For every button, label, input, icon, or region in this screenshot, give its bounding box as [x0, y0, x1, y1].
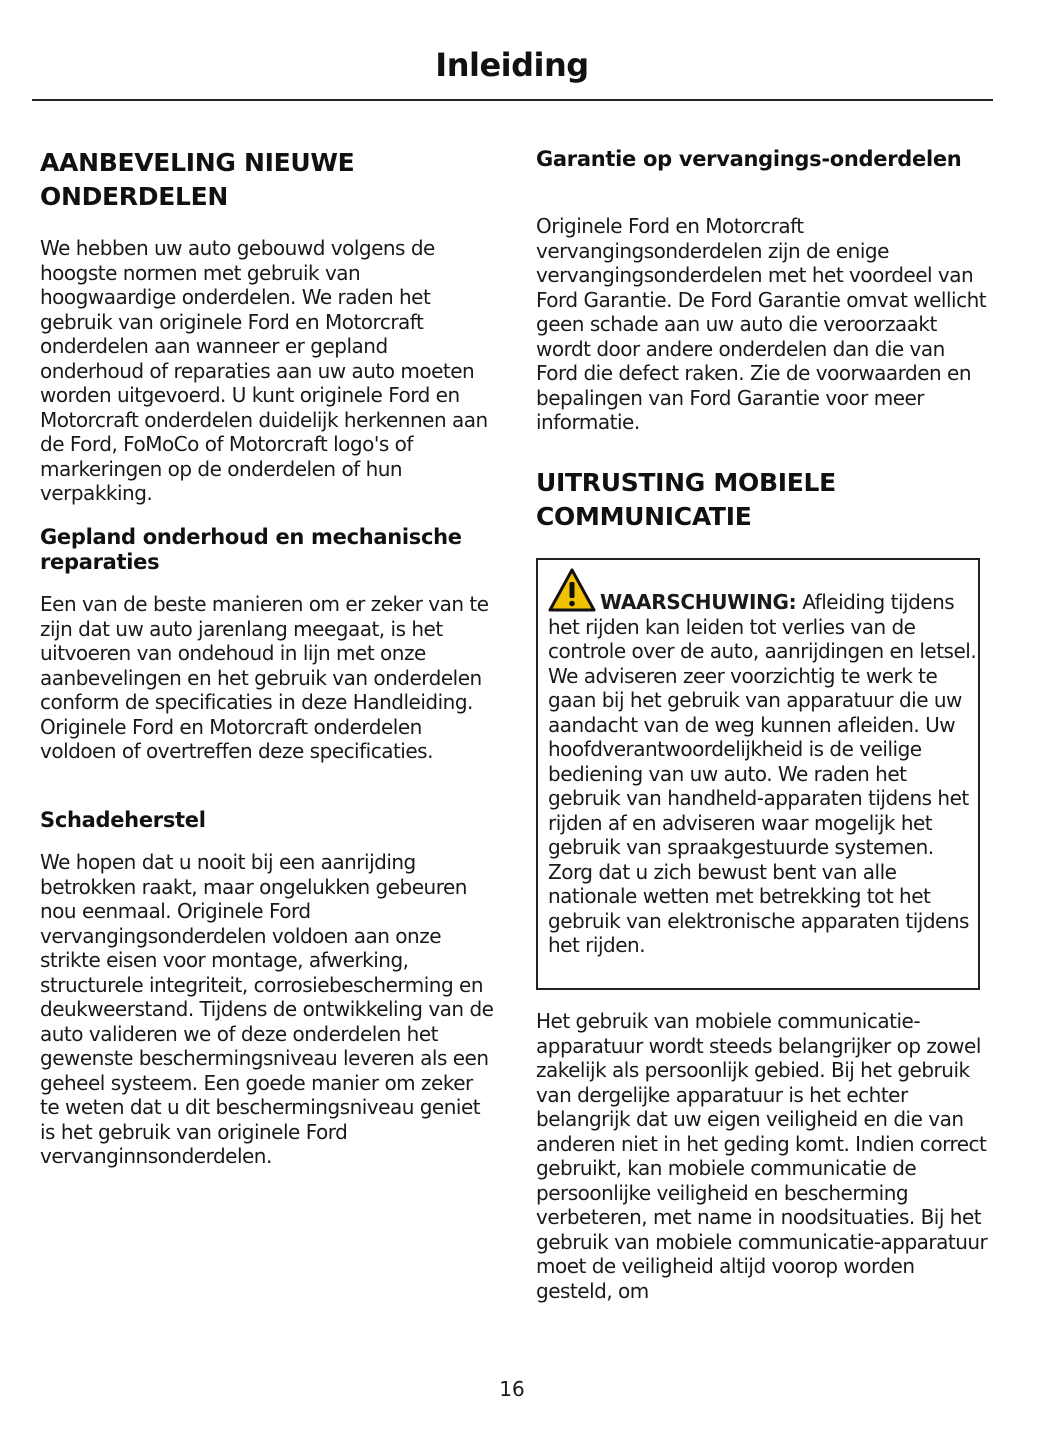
- warning-text: [548, 590, 978, 958]
- heading-aanbeveling-nieuwe-onderdelen: AANBEVELING NIEUWE ONDERDELEN: [40, 148, 355, 211]
- warning-label: WAARSCHUWING:: [600, 590, 797, 614]
- page-title: Inleiding: [435, 46, 589, 84]
- paragraph-schadeherstel: We hopen dat u nooit bij een aanrijding betrokken raakt, maar ongelukken gebeuren nou eenmaal. Originele Ford vervangingsonderdelen voldoen aan onze strikte eisen voor montage, afwerking, structurele integriteit, corrosiebescherming en deukweerstand. Tijdens de ontwikkeling van de auto valideren we of deze onderdelen het gewenste beschermingsniveau leveren als een geheel systeem. Een goede manier om zeker te weten dat u dit beschermingsniveau geniet is het gebruik van originele Ford vervanginnsonderdelen.: [40, 850, 494, 1168]
- page-number: 16: [499, 1377, 525, 1401]
- paragraph-garantie: Originele Ford en Motorcraft vervangingsonderdelen zijn de enige vervangingsonderdelen met het voordeel van Ford Garantie. De Ford Garantie omvat wellicht geen schade aan uw auto die veroorzaakt wordt door andere onderdelen dan die van Ford die defect raken. Zie de voorwaarden en bepalingen van Ford Garantie voor meer informatie.: [536, 214, 987, 434]
- heading-schadeherstel: Schadeherstel: [40, 808, 206, 832]
- paragraph-mobiele-communicatie: Het gebruik van mobiele communicatie-apparatuur wordt steeds belangrijker op zowel zakelijk als persoonlijk gebied. Bij het gebruik van dergelijke apparatuur is het echter belangrijk dat uw eigen veiligheid en die van anderen niet in het geding komt. Indien correct gebruikt, kan mobiele communicatie de persoonlijke veiligheid en bescherming verbeteren, met name in noodsituaties. Bij het gebruik van mobiele communicatie-apparatuur moet de veiligheid altijd voorop worden gesteld, om: [536, 1009, 988, 1303]
- warning-body: Afleiding tijdens het rijden kan leiden tot verlies van de controle over de auto, aanrijdingen en letsel. We adviseren zeer voorzichtig te werk te gaan bij het gebruik van apparatuur die uw aandacht van de weg kunnen afleiden. Uw hoofdverantwoordelijkheid is de veilige bediening van uw auto. We raden het gebruik van handheld-apparaten tijdens het rijden af en adviseren waar mogelijk het gebruik van spraakgestuurde systemen. Zorg dat u zich bewust bent van alle nationale wetten met betrekking tot het gebruik van elektronische apparaten tijdens het rijden.: [548, 590, 977, 957]
- warning-box: [536, 558, 980, 990]
- paragraph-gepland-onderhoud: Een van de beste manieren om er zeker van te zijn dat uw auto jarenlang meegaat, is het uitvoeren van ondehoud in lijn met onze aanbevelingen en het gebruik van onderdelen conform de specificaties in deze Handleiding. Originele Ford en Motorcraft onderdelen voldoen of overtreffen deze specificaties.: [40, 592, 489, 763]
- title-divider: [32, 99, 993, 101]
- heading-gepland-onderhoud: Gepland onderhoud en mechanische reparaties: [40, 525, 462, 574]
- heading-garantie-vervangingsonderdelen: Garantie op vervangings-onderdelen: [536, 147, 962, 171]
- heading-uitrusting-mobiele-communicatie: UITRUSTING MOBIELE COMMUNICATIE: [536, 468, 836, 531]
- paragraph-aanbeveling: We hebben uw auto gebouwd volgens de hoogste normen met gebruik van hoogwaardige onderdelen. We raden het gebruik van originele Ford en Motorcraft onderdelen aan wanneer er gepland onderhoud of reparaties aan uw auto moeten worden uitgevoerd. U kunt originele Ford en Motorcraft onderdelen duidelijk herkennen aan de Ford, FoMoCo of Motorcraft logo's of markeringen op de onderdelen of hun verpakking.: [40, 236, 488, 505]
